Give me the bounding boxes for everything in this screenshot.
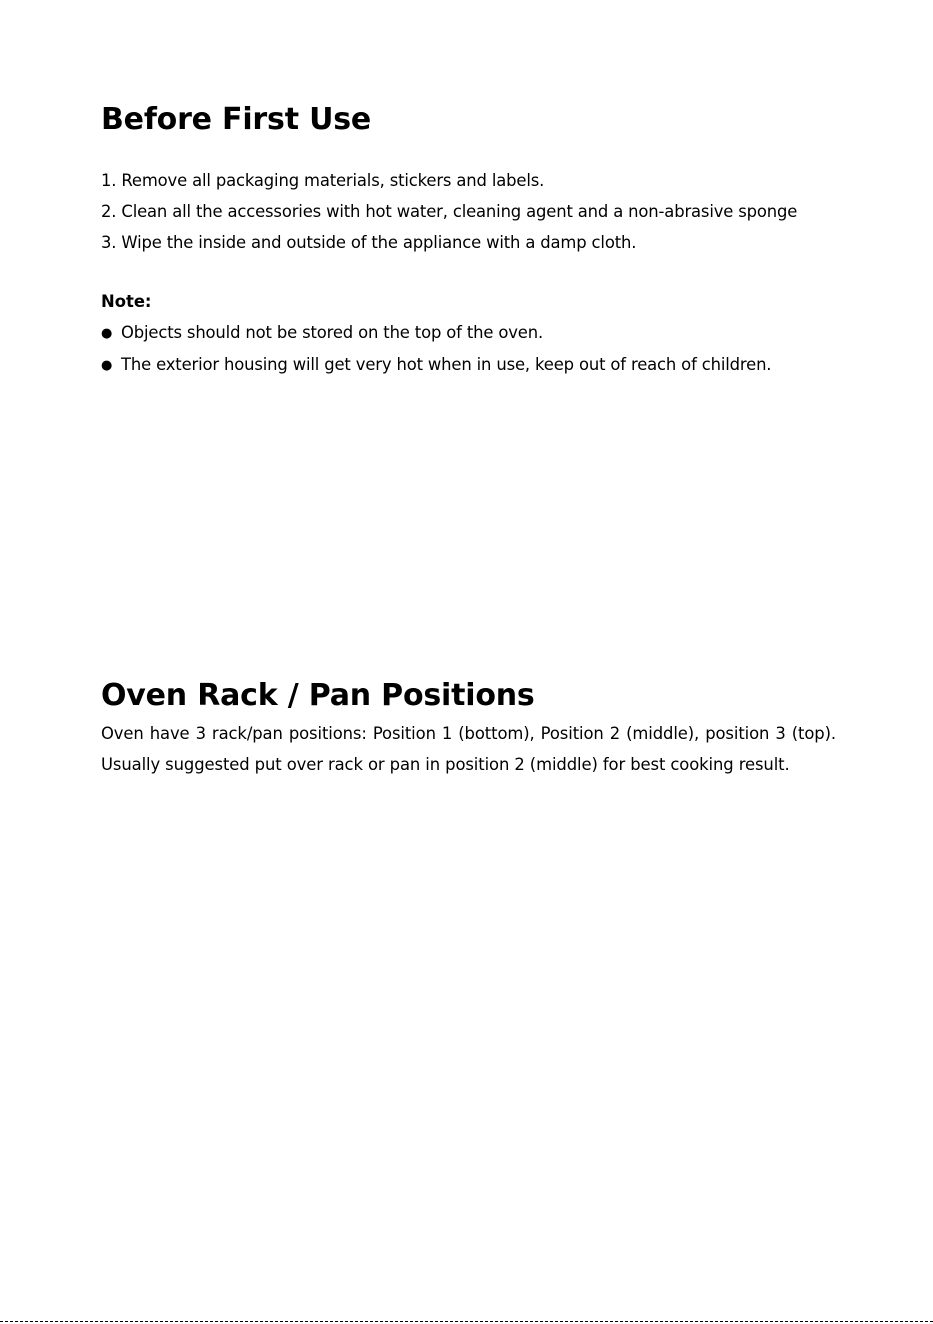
note-item xyxy=(101,349,836,381)
page-bottom-divider xyxy=(0,1321,933,1322)
rack-positions-section xyxy=(101,675,836,780)
step-item: 2. Clean all the accessories with hot water, cleaning agent and a non-abrasive sponge xyxy=(101,202,798,221)
notes-list xyxy=(101,317,836,381)
step-item: 3. Wipe the inside and outside of the appliance with a damp cloth. xyxy=(101,233,637,252)
before-first-use-section xyxy=(101,99,836,381)
note-text: Objects should not be stored on the top of the oven. xyxy=(121,323,543,342)
note-item xyxy=(101,317,836,349)
bullet-dot-icon: ● xyxy=(101,326,113,341)
section-title-rack-positions: Oven Rack / Pan Positions xyxy=(101,678,535,713)
steps-list xyxy=(101,165,836,258)
note-label: Note: xyxy=(101,292,152,311)
section-title-before-first-use: Before First Use xyxy=(101,102,372,137)
rack-positions-paragraph: Oven have 3 rack/pan positions: Position 1 (bottom), Position 2 (middle), position 3 (top). Usually suggested put over rack or pan in position 2 (middle) for best cooking result. xyxy=(101,724,836,774)
note-text: The exterior housing will get very hot when in use, keep out of reach of children. xyxy=(121,355,772,374)
step-item: 1. Remove all packaging materials, stickers and labels. xyxy=(101,171,545,190)
bullet-dot-icon: ● xyxy=(101,358,113,373)
